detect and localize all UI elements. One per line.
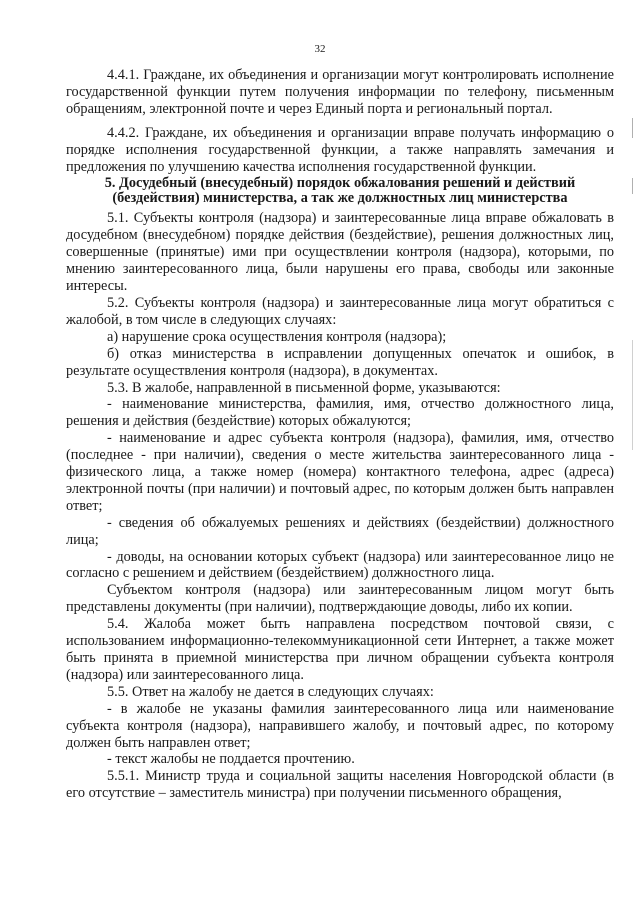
paragraph-5-5: 5.5. Ответ на жалобу не дается в следующих случаях: (107, 683, 434, 700)
list-item-arguments: - доводы, на основании которых субъект (надзора) или заинтересованное лицо не согласно с решением и действием (бездействием) должностного лица. (66, 548, 614, 582)
paragraph-5-1: 5.1. Субъекты контроля (надзора) и заинтересованные лица вправе обжаловать в досудебном (внесудебном) порядке действия (бездействие), решения должностных лиц, совершенные (принятые) ими при осуществлении контроля (надзора), которыми, по мнению заинтересованного лица, были нарушены его права, свободы или законные интересы. (66, 210, 614, 295)
scan-edge-mark (632, 118, 633, 138)
scan-edge-mark (632, 340, 633, 450)
paragraph-5-3: 5.3. В жалобе, направленной в письменной форме, указываются: (107, 379, 501, 396)
list-item-ministry-name: - наименование министерства, фамилия, имя, отчество должностного лица, решения и действия (бездействие) которых обжалуются; (66, 396, 614, 430)
section-5-heading: 5. Досудебный (внесудебный) порядок обжалования решений и действий (бездействия) министерства, а так же должностных лиц министерства (104, 175, 576, 207)
page-number: 32 (314, 43, 326, 55)
paragraph-5-2: 5.2. Субъекты контроля (надзора) и заинтересованные лица могут обратиться с жалобой, в том числе в следующих случаях: (66, 294, 614, 328)
paragraph-documents: Субъектом контроля (надзора) или заинтересованным лицом могут быть представлены документы (при наличии), подтверждающие доводы, либо их копии. (66, 582, 614, 616)
paragraph-4-4-1: 4.4.1. Граждане, их объединения и организации могут контролировать исполнение государственной функции путем получения информации по телефону, письменным обращениям, электронной почте и через Единый порта и региональный портал. (66, 67, 614, 117)
list-item-no-surname: - в жалобе не указаны фамилия заинтересованного лица или наименование субъекта контроля (надзора), направившего жалобу, и почтовый адрес, по которому должен быть направлен ответ; (66, 700, 614, 751)
document-body (66, 67, 614, 802)
list-item-unreadable: - текст жалобы не поддается прочтению. (107, 751, 355, 768)
list-item-subject-address: - наименование и адрес субъекта контроля (надзора), фамилия, имя, отчество (последнее - при наличии), сведения о месте жительства заинтересованного лица - физического лица, а также номер (номера) контактного телефона, адрес (адреса) электронной почты (при наличии) и почтовый адрес, по которым должен быть направлен ответ; (66, 430, 614, 514)
paragraph-5-5-1: 5.5.1. Министр труда и социальной защиты населения Новгородской области (в его отсутствие – заместитель министра) при получении письменного обращения, (66, 768, 614, 802)
list-item-b: б) отказ министерства в исправлении допущенных опечаток и ошибок, в результате осуществления контроля (надзора), в документах. (66, 345, 614, 379)
scan-edge-mark (632, 178, 633, 194)
list-item-a: а) нарушение срока осуществления контроля (надзора); (107, 328, 447, 345)
paragraph-4-4-2: 4.4.2. Граждане, их объединения и организации вправе получать информацию о порядке исполнения государственной функции, а также направлять замечания и предложения по улучшению качества исполнения государственной функции. (66, 124, 614, 175)
list-item-decisions: - сведения об обжалуемых решениях и действиях (бездействии) должностного лица; (66, 514, 614, 548)
paragraph-5-4: 5.4. Жалоба может быть направлена посредством почтовой связи, с использованием информационно-телекоммуникационной сети Интернет, а также может быть принята в приемной министерства при личном обращении субъекта контроля (надзора) или заинтересованного лица. (66, 616, 614, 683)
